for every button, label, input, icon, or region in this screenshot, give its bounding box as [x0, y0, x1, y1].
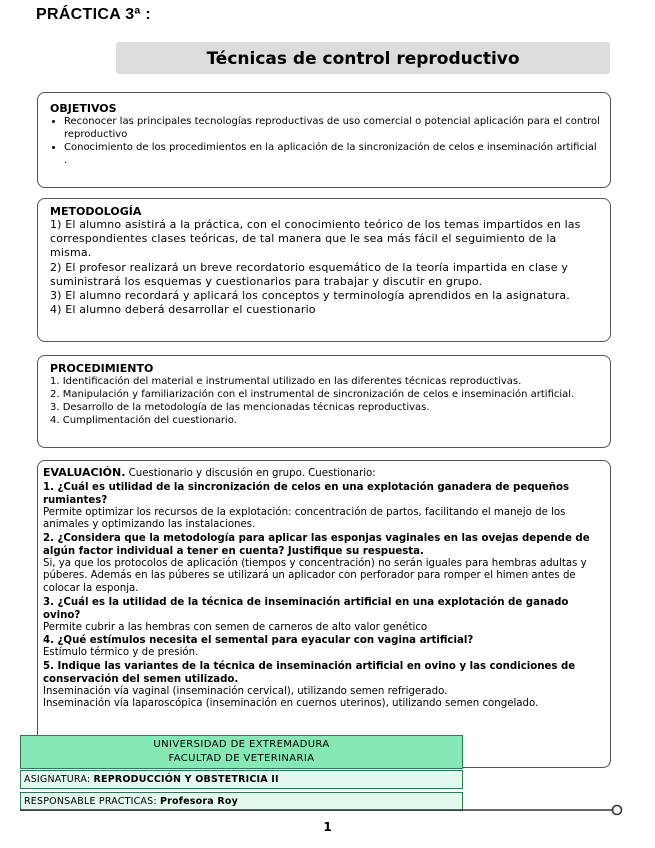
evaluacion-intro: Cuestionario y discusión en grupo. Cuestionario:	[125, 468, 376, 479]
responsible-label: RESPONSABLE PRACTICAS:	[24, 796, 157, 807]
page-number: 1	[323, 820, 332, 834]
procedimiento-item: 4. Cumplimentación del cuestionario.	[50, 415, 237, 426]
objetivos-heading: OBJETIVOS	[50, 102, 117, 115]
practice-label: PRÁCTICA 3ª :	[36, 6, 152, 23]
procedimiento-section	[37, 355, 611, 448]
page-title: Técnicas de control reproductivo	[206, 49, 520, 69]
answer: Inseminación vía vaginal (inseminación cervical), utilizando semen refrigerado. Inseminación vía laparoscópica (inseminación en cuernos uterinos), utilizando semen congelado.	[43, 685, 539, 710]
question: 2. ¿Considera que la metodología para aplicar las esponjas vaginales en las ovejas depende de algún factor individual a tener en cuenta? Justifique su respuesta.	[43, 532, 590, 557]
subject-label: ASIGNATURA:	[24, 774, 91, 785]
metodologia-item: 3) El alumno recordará y aplicará los conceptos y terminología aprendidos en la asignatura.	[50, 289, 570, 303]
objetivos-section	[37, 92, 611, 188]
answer: Permite cubrir a las hembras con semen de carneros de alto valor genético	[43, 621, 428, 633]
question: 1. ¿Cuál es utilidad de la sincronización de celos en una explotación ganadera de pequeños rumiantes?	[43, 481, 570, 506]
procedimiento-heading: PROCEDIMIENTO	[50, 362, 154, 375]
answer: Si, ya que los protocolos de aplicación (tiempos y concentración) no serán iguales para hembras adultas y púberes. Además en las púberes se utilizará un aplicador con perforador para romper el himen antes de colocar la esponja.	[43, 557, 587, 594]
faculty-name: FACULTAD DE VETERINARIA	[168, 753, 315, 764]
footer-rule	[0, 800, 655, 820]
responsible-value: Profesora Roy	[160, 796, 238, 807]
objetivo-item: • Reconocer las principales tecnologías reproductivas de uso comercial o potencial aplicación para el control reproductivo	[64, 115, 600, 141]
university-box	[20, 735, 463, 769]
metodologia-item: 1) El alumno asistirá a la práctica, con el conocimiento teórico de los temas impartidos en las correspondientes clases teóricas, de tal manera que le sea más fácil el seguimiento de la misma.	[50, 218, 581, 260]
question: 4. ¿Qué estímulos necesita el semental para eyacular con vagina artificial?	[43, 635, 474, 647]
objetivo-item: • Conocimiento de los procedimientos en la aplicación de la sincronización de celos e inseminación artificial .	[64, 141, 600, 167]
question: 5. Indique las variantes de la técnica de inseminación artificial en ovino y las condiciones de conservación del semen utilizado.	[43, 660, 576, 685]
metodologia-item: 2) El profesor realizará un breve recordatorio esquemático de la teoría impartida en clase y suministrará los esquemas y cuestionarios para trabajar y discutir en grupo.	[50, 260, 569, 288]
subject-value: REPRODUCCIÓN Y OBSTETRICIA II	[93, 774, 279, 785]
metodologia-heading: METODOLOGÍA	[50, 205, 142, 218]
question: 3. ¿Cuál es la utilidad de la técnica de inseminación artificial en una explotación de ganado ovino?	[43, 596, 569, 621]
university-name: UNIVERSIDAD DE EXTREMADURA	[153, 739, 330, 750]
procedimiento-item: 3. Desarrollo de la metodología de las mencionadas técnicas reproductivas.	[50, 402, 430, 413]
answer: Permite optimizar los recursos de la explotación: concentración de partos, facilitando el manejo de los animales y optimizando las instalaciones.	[43, 506, 566, 531]
answer: Estímulo térmico y de presión.	[43, 647, 199, 659]
evaluacion-heading: EVALUACIÓN.	[43, 466, 126, 479]
evaluacion-section	[37, 460, 611, 768]
footer-line-end	[613, 806, 622, 815]
metodologia-section	[37, 198, 611, 342]
subject-row	[20, 770, 463, 789]
metodologia-item: 4) El alumno deberá desarrollar el cuestionario	[50, 303, 316, 317]
procedimiento-item: 2. Manipulación y familiarización con el instrumental de sincronización de celos e inseminación artificial.	[50, 389, 575, 400]
procedimiento-item: 1. Identificación del material e instrumental utilizado en las diferentes técnicas reproductivas.	[50, 376, 522, 387]
